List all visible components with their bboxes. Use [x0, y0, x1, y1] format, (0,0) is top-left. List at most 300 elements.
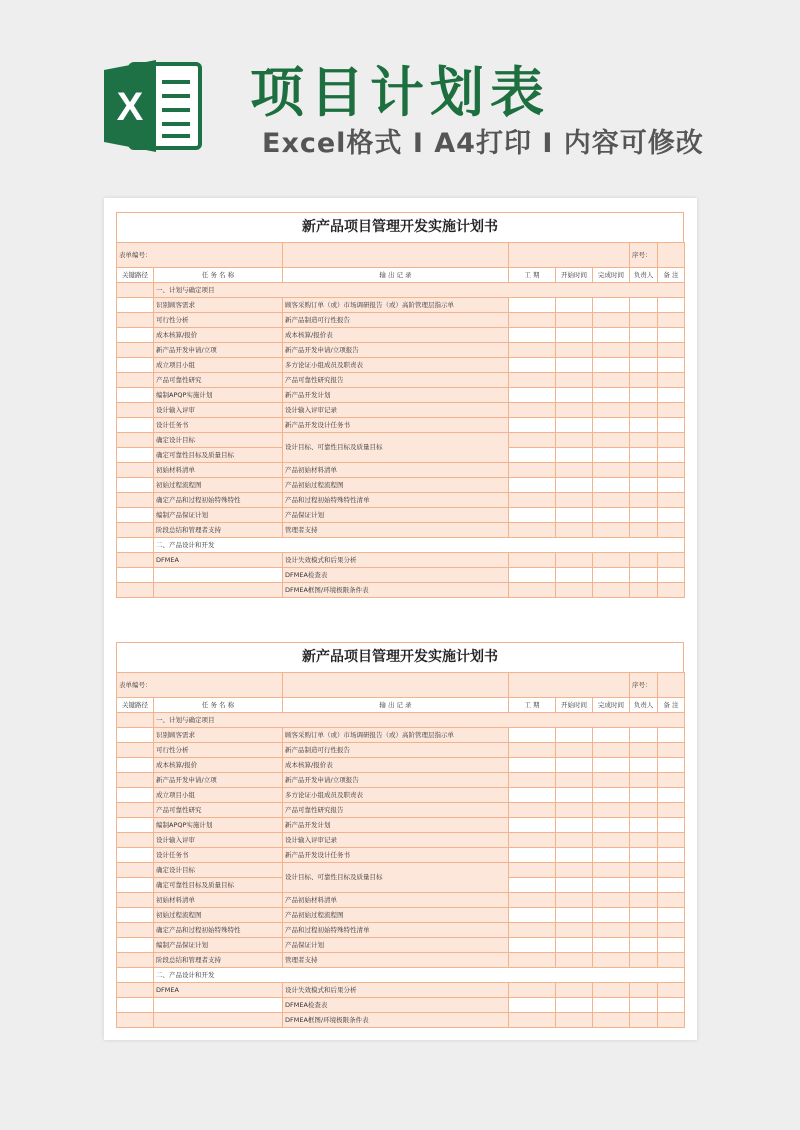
- entry-cell[interactable]: [593, 788, 630, 803]
- entry-cell[interactable]: [658, 523, 685, 538]
- entry-cell[interactable]: [509, 448, 556, 463]
- path-cell[interactable]: [117, 358, 154, 373]
- entry-cell[interactable]: [593, 923, 630, 938]
- entry-cell[interactable]: [593, 373, 630, 388]
- entry-cell[interactable]: [593, 938, 630, 953]
- entry-cell[interactable]: [593, 908, 630, 923]
- task-name: DFMEA: [154, 983, 283, 998]
- entry-cell[interactable]: [593, 388, 630, 403]
- entry-cell[interactable]: [630, 358, 658, 373]
- entry-cell[interactable]: [509, 403, 556, 418]
- entry-cell[interactable]: [509, 923, 556, 938]
- entry-cell[interactable]: [630, 923, 658, 938]
- entry-cell[interactable]: [556, 463, 593, 478]
- entry-cell[interactable]: [556, 908, 593, 923]
- table-row: [117, 583, 685, 598]
- entry-cell[interactable]: [556, 953, 593, 968]
- entry-cell[interactable]: [556, 1013, 593, 1028]
- entry-cell[interactable]: [509, 848, 556, 863]
- entry-cell[interactable]: [593, 448, 630, 463]
- path-cell[interactable]: [117, 313, 154, 328]
- entry-cell[interactable]: [556, 878, 593, 893]
- entry-cell[interactable]: [556, 328, 593, 343]
- entry-cell[interactable]: [658, 863, 685, 878]
- output-record: 成本核算/报价表: [283, 758, 509, 773]
- entry-cell[interactable]: [630, 448, 658, 463]
- entry-cell[interactable]: [556, 758, 593, 773]
- entry-cell[interactable]: [630, 953, 658, 968]
- task-name: 确定设计目标: [154, 863, 283, 878]
- entry-cell[interactable]: [593, 463, 630, 478]
- entry-cell[interactable]: [658, 938, 685, 953]
- task-name: 可行性分析: [154, 743, 283, 758]
- entry-cell[interactable]: [593, 863, 630, 878]
- sequence-label: 序号：: [630, 243, 658, 268]
- entry-cell[interactable]: [509, 433, 556, 448]
- entry-cell[interactable]: [630, 998, 658, 1013]
- entry-cell[interactable]: [658, 1013, 685, 1028]
- path-cell[interactable]: [117, 463, 154, 478]
- blank-cell: [509, 673, 630, 698]
- entry-cell[interactable]: [509, 568, 556, 583]
- path-cell[interactable]: [117, 998, 154, 1013]
- path-cell[interactable]: [117, 418, 154, 433]
- path-cell[interactable]: [117, 583, 154, 598]
- entry-cell[interactable]: [593, 418, 630, 433]
- entry-cell[interactable]: [556, 923, 593, 938]
- path-cell[interactable]: [117, 968, 154, 983]
- output-record: 成本核算/报价表: [283, 328, 509, 343]
- entry-cell[interactable]: [556, 553, 593, 568]
- sequence-field[interactable]: [658, 243, 685, 268]
- output-record: 产品初始过程流程图: [283, 478, 509, 493]
- path-cell[interactable]: [117, 743, 154, 758]
- entry-cell[interactable]: [509, 313, 556, 328]
- entry-cell[interactable]: [658, 848, 685, 863]
- entry-cell[interactable]: [593, 743, 630, 758]
- path-cell[interactable]: [117, 298, 154, 313]
- output-record: 新产品制造可行性报告: [283, 313, 509, 328]
- entry-cell[interactable]: [593, 403, 630, 418]
- entry-cell[interactable]: [593, 343, 630, 358]
- entry-cell[interactable]: [509, 908, 556, 923]
- table-row: [117, 373, 685, 388]
- entry-cell[interactable]: [509, 938, 556, 953]
- table-row: [117, 313, 685, 328]
- entry-cell[interactable]: [556, 493, 593, 508]
- entry-cell[interactable]: [658, 478, 685, 493]
- entry-cell[interactable]: [630, 788, 658, 803]
- table-row: [117, 403, 685, 418]
- entry-cell[interactable]: [658, 388, 685, 403]
- entry-cell[interactable]: [658, 328, 685, 343]
- table-row: [117, 833, 685, 848]
- path-cell[interactable]: [117, 568, 154, 583]
- entry-cell[interactable]: [630, 818, 658, 833]
- column-header: 负责人: [630, 268, 658, 283]
- excel-logo-letter: X: [116, 85, 144, 129]
- entry-cell[interactable]: [658, 818, 685, 833]
- entry-cell[interactable]: [658, 923, 685, 938]
- path-cell[interactable]: [117, 373, 154, 388]
- entry-cell[interactable]: [630, 893, 658, 908]
- entry-cell[interactable]: [509, 373, 556, 388]
- column-header: 开始时间: [556, 268, 593, 283]
- entry-cell[interactable]: [593, 878, 630, 893]
- entry-cell[interactable]: [593, 433, 630, 448]
- entry-cell[interactable]: [658, 773, 685, 788]
- paper-page: [104, 198, 697, 1040]
- entry-cell[interactable]: [509, 328, 556, 343]
- path-cell[interactable]: [117, 538, 154, 553]
- entry-cell[interactable]: [556, 893, 593, 908]
- entry-cell[interactable]: [556, 448, 593, 463]
- entry-cell[interactable]: [658, 463, 685, 478]
- entry-cell[interactable]: [658, 908, 685, 923]
- entry-cell[interactable]: [593, 773, 630, 788]
- entry-cell[interactable]: [658, 878, 685, 893]
- task-name: 确定可靠性目标及质量目标: [154, 878, 283, 893]
- entry-cell[interactable]: [509, 803, 556, 818]
- table-row: [117, 938, 685, 953]
- column-header: 工 期: [509, 698, 556, 713]
- entry-cell[interactable]: [509, 788, 556, 803]
- entry-cell[interactable]: [593, 998, 630, 1013]
- entry-cell[interactable]: [593, 803, 630, 818]
- entry-cell[interactable]: [509, 818, 556, 833]
- entry-cell[interactable]: [509, 893, 556, 908]
- path-cell[interactable]: [117, 803, 154, 818]
- entry-cell[interactable]: [509, 508, 556, 523]
- entry-cell[interactable]: [593, 328, 630, 343]
- entry-cell[interactable]: [630, 418, 658, 433]
- entry-cell[interactable]: [658, 343, 685, 358]
- task-name: 设计输入评审: [154, 403, 283, 418]
- entry-cell[interactable]: [509, 758, 556, 773]
- column-header: 任 务 名 称: [154, 268, 283, 283]
- path-cell[interactable]: [117, 788, 154, 803]
- task-name: 识别顾客需求: [154, 728, 283, 743]
- entry-cell[interactable]: [630, 773, 658, 788]
- entry-cell[interactable]: [630, 313, 658, 328]
- entry-cell[interactable]: [556, 818, 593, 833]
- entry-cell[interactable]: [556, 373, 593, 388]
- entry-cell[interactable]: [509, 388, 556, 403]
- table-row: [117, 553, 685, 568]
- column-header: 备 注: [658, 698, 685, 713]
- entry-cell[interactable]: [593, 983, 630, 998]
- entry-cell[interactable]: [630, 758, 658, 773]
- banner: [0, 0, 800, 190]
- entry-cell[interactable]: [658, 403, 685, 418]
- entry-cell[interactable]: [509, 478, 556, 493]
- path-cell[interactable]: [117, 908, 154, 923]
- entry-cell[interactable]: [658, 833, 685, 848]
- column-header: 完成时间: [593, 698, 630, 713]
- entry-cell[interactable]: [509, 833, 556, 848]
- entry-cell[interactable]: [593, 1013, 630, 1028]
- path-cell[interactable]: [117, 773, 154, 788]
- entry-cell[interactable]: [556, 938, 593, 953]
- entry-cell[interactable]: [556, 298, 593, 313]
- entry-cell[interactable]: [593, 508, 630, 523]
- task-name: 初始材料清单: [154, 463, 283, 478]
- entry-cell[interactable]: [556, 418, 593, 433]
- entry-cell[interactable]: [509, 728, 556, 743]
- entry-cell[interactable]: [593, 848, 630, 863]
- entry-cell[interactable]: [658, 418, 685, 433]
- path-cell[interactable]: [117, 833, 154, 848]
- section-row: [117, 538, 685, 553]
- column-header: 输 出 记 录: [283, 268, 509, 283]
- path-cell[interactable]: [117, 713, 154, 728]
- entry-cell[interactable]: [658, 313, 685, 328]
- entry-cell[interactable]: [509, 983, 556, 998]
- entry-cell[interactable]: [658, 448, 685, 463]
- entry-cell[interactable]: [509, 863, 556, 878]
- output-record: 设计目标、可靠性目标及质量目标: [283, 863, 509, 893]
- entry-cell[interactable]: [556, 743, 593, 758]
- entry-cell[interactable]: [509, 553, 556, 568]
- entry-cell[interactable]: [593, 583, 630, 598]
- path-cell[interactable]: [117, 493, 154, 508]
- entry-cell[interactable]: [630, 1013, 658, 1028]
- entry-cell[interactable]: [556, 478, 593, 493]
- task-name: 阶段总结和管理者支持: [154, 953, 283, 968]
- entry-cell[interactable]: [556, 433, 593, 448]
- path-cell[interactable]: [117, 728, 154, 743]
- entry-cell[interactable]: [630, 433, 658, 448]
- entry-cell[interactable]: [509, 343, 556, 358]
- entry-cell[interactable]: [630, 493, 658, 508]
- entry-cell[interactable]: [556, 788, 593, 803]
- entry-cell[interactable]: [509, 418, 556, 433]
- entry-cell[interactable]: [630, 298, 658, 313]
- task-name: [154, 568, 283, 583]
- table-row: [117, 1013, 685, 1028]
- entry-cell[interactable]: [556, 848, 593, 863]
- form-number-field[interactable]: [283, 673, 509, 698]
- section-row: [117, 968, 685, 983]
- entry-cell[interactable]: [593, 818, 630, 833]
- entry-cell[interactable]: [658, 508, 685, 523]
- entry-cell[interactable]: [658, 553, 685, 568]
- path-cell[interactable]: [117, 893, 154, 908]
- entry-cell[interactable]: [593, 758, 630, 773]
- table-row: [117, 728, 685, 743]
- entry-cell[interactable]: [630, 463, 658, 478]
- entry-cell[interactable]: [556, 773, 593, 788]
- output-record: 新产品开发申请/立项报告: [283, 343, 509, 358]
- table-row: [117, 953, 685, 968]
- entry-cell[interactable]: [630, 908, 658, 923]
- entry-cell[interactable]: [509, 998, 556, 1013]
- entry-cell[interactable]: [556, 583, 593, 598]
- path-cell[interactable]: [117, 818, 154, 833]
- output-record: 新产品开发设计任务书: [283, 418, 509, 433]
- table-row: [117, 328, 685, 343]
- output-record: 设计失效模式和后果分析: [283, 983, 509, 998]
- header-row: [117, 268, 685, 283]
- entry-cell[interactable]: [658, 758, 685, 773]
- entry-cell[interactable]: [509, 493, 556, 508]
- entry-cell[interactable]: [658, 803, 685, 818]
- entry-cell[interactable]: [658, 433, 685, 448]
- task-name: 确定设计目标: [154, 433, 283, 448]
- entry-cell[interactable]: [509, 773, 556, 788]
- entry-cell[interactable]: [556, 998, 593, 1013]
- entry-cell[interactable]: [630, 523, 658, 538]
- entry-cell[interactable]: [556, 983, 593, 998]
- entry-cell[interactable]: [556, 508, 593, 523]
- path-cell[interactable]: [117, 878, 154, 893]
- entry-cell[interactable]: [630, 508, 658, 523]
- entry-cell[interactable]: [630, 568, 658, 583]
- sheet-title: 新产品项目管理开发实施计划书: [116, 212, 684, 242]
- entry-cell[interactable]: [593, 728, 630, 743]
- path-cell[interactable]: [117, 388, 154, 403]
- path-cell[interactable]: [117, 328, 154, 343]
- sheet-title: 新产品项目管理开发实施计划书: [116, 642, 684, 672]
- entry-cell[interactable]: [630, 863, 658, 878]
- path-cell[interactable]: [117, 983, 154, 998]
- entry-cell[interactable]: [556, 343, 593, 358]
- task-name: [154, 583, 283, 598]
- column-header: 完成时间: [593, 268, 630, 283]
- entry-cell[interactable]: [630, 743, 658, 758]
- entry-cell[interactable]: [630, 343, 658, 358]
- entry-cell[interactable]: [630, 878, 658, 893]
- entry-cell[interactable]: [593, 523, 630, 538]
- entry-cell[interactable]: [593, 478, 630, 493]
- entry-cell[interactable]: [556, 728, 593, 743]
- entry-cell[interactable]: [658, 493, 685, 508]
- path-cell[interactable]: [117, 433, 154, 448]
- table-row: [117, 343, 685, 358]
- entry-cell[interactable]: [630, 803, 658, 818]
- entry-cell[interactable]: [630, 983, 658, 998]
- form-number-field[interactable]: [283, 243, 509, 268]
- entry-cell[interactable]: [658, 983, 685, 998]
- entry-cell[interactable]: [556, 403, 593, 418]
- entry-cell[interactable]: [556, 863, 593, 878]
- path-cell[interactable]: [117, 283, 154, 298]
- entry-cell[interactable]: [556, 568, 593, 583]
- entry-cell[interactable]: [630, 373, 658, 388]
- entry-cell[interactable]: [593, 358, 630, 373]
- entry-cell[interactable]: [509, 953, 556, 968]
- entry-cell[interactable]: [556, 358, 593, 373]
- entry-cell[interactable]: [658, 298, 685, 313]
- entry-cell[interactable]: [593, 313, 630, 328]
- entry-cell[interactable]: [630, 553, 658, 568]
- entry-cell[interactable]: [593, 298, 630, 313]
- entry-cell[interactable]: [630, 728, 658, 743]
- entry-cell[interactable]: [509, 878, 556, 893]
- path-cell[interactable]: [117, 938, 154, 953]
- path-cell[interactable]: [117, 403, 154, 418]
- path-cell[interactable]: [117, 863, 154, 878]
- sequence-field[interactable]: [658, 673, 685, 698]
- entry-cell[interactable]: [593, 893, 630, 908]
- entry-cell[interactable]: [593, 553, 630, 568]
- entry-cell[interactable]: [630, 403, 658, 418]
- entry-cell[interactable]: [556, 523, 593, 538]
- output-record: 产品保证计划: [283, 938, 509, 953]
- entry-cell[interactable]: [509, 298, 556, 313]
- entry-cell[interactable]: [658, 998, 685, 1013]
- entry-cell[interactable]: [593, 953, 630, 968]
- entry-cell[interactable]: [658, 728, 685, 743]
- task-name: 设计输入评审: [154, 833, 283, 848]
- path-cell[interactable]: [117, 953, 154, 968]
- path-cell[interactable]: [117, 848, 154, 863]
- path-cell[interactable]: [117, 923, 154, 938]
- task-name: 确定产品和过程初始特殊特性: [154, 923, 283, 938]
- info-row: [117, 673, 685, 698]
- entry-cell[interactable]: [593, 833, 630, 848]
- entry-cell[interactable]: [630, 833, 658, 848]
- entry-cell[interactable]: [509, 523, 556, 538]
- entry-cell[interactable]: [630, 388, 658, 403]
- path-cell[interactable]: [117, 758, 154, 773]
- blank-cell: [509, 243, 630, 268]
- table-row: [117, 463, 685, 478]
- entry-cell[interactable]: [509, 463, 556, 478]
- entry-cell[interactable]: [658, 358, 685, 373]
- entry-cell[interactable]: [556, 388, 593, 403]
- table-row: [117, 298, 685, 313]
- entry-cell[interactable]: [556, 313, 593, 328]
- entry-cell[interactable]: [593, 568, 630, 583]
- path-cell[interactable]: [117, 508, 154, 523]
- entry-cell[interactable]: [509, 1013, 556, 1028]
- entry-cell[interactable]: [593, 493, 630, 508]
- table-row: [117, 358, 685, 373]
- entry-cell[interactable]: [509, 583, 556, 598]
- entry-cell[interactable]: [658, 583, 685, 598]
- entry-cell[interactable]: [658, 788, 685, 803]
- path-cell[interactable]: [117, 523, 154, 538]
- entry-cell[interactable]: [630, 583, 658, 598]
- entry-cell[interactable]: [630, 938, 658, 953]
- entry-cell[interactable]: [630, 848, 658, 863]
- path-cell[interactable]: [117, 343, 154, 358]
- entry-cell[interactable]: [630, 328, 658, 343]
- output-record: 顾客采购订单（或）市场调研报告（或）高阶管理层指示单: [283, 298, 509, 313]
- path-cell[interactable]: [117, 478, 154, 493]
- path-cell[interactable]: [117, 448, 154, 463]
- entry-cell[interactable]: [630, 478, 658, 493]
- entry-cell[interactable]: [658, 743, 685, 758]
- output-record: 产品可靠性研究报告: [283, 803, 509, 818]
- column-header: 开始时间: [556, 698, 593, 713]
- entry-cell[interactable]: [658, 893, 685, 908]
- path-cell[interactable]: [117, 553, 154, 568]
- entry-cell[interactable]: [658, 568, 685, 583]
- entry-cell[interactable]: [509, 743, 556, 758]
- sequence-label: 序号：: [630, 673, 658, 698]
- path-cell[interactable]: [117, 1013, 154, 1028]
- entry-cell[interactable]: [556, 803, 593, 818]
- column-header: 输 出 记 录: [283, 698, 509, 713]
- entry-cell[interactable]: [658, 953, 685, 968]
- entry-cell[interactable]: [509, 358, 556, 373]
- entry-cell[interactable]: [556, 833, 593, 848]
- entry-cell[interactable]: [658, 373, 685, 388]
- section-title: 一、计划与确定项目: [154, 283, 685, 298]
- table-row: [117, 478, 685, 493]
